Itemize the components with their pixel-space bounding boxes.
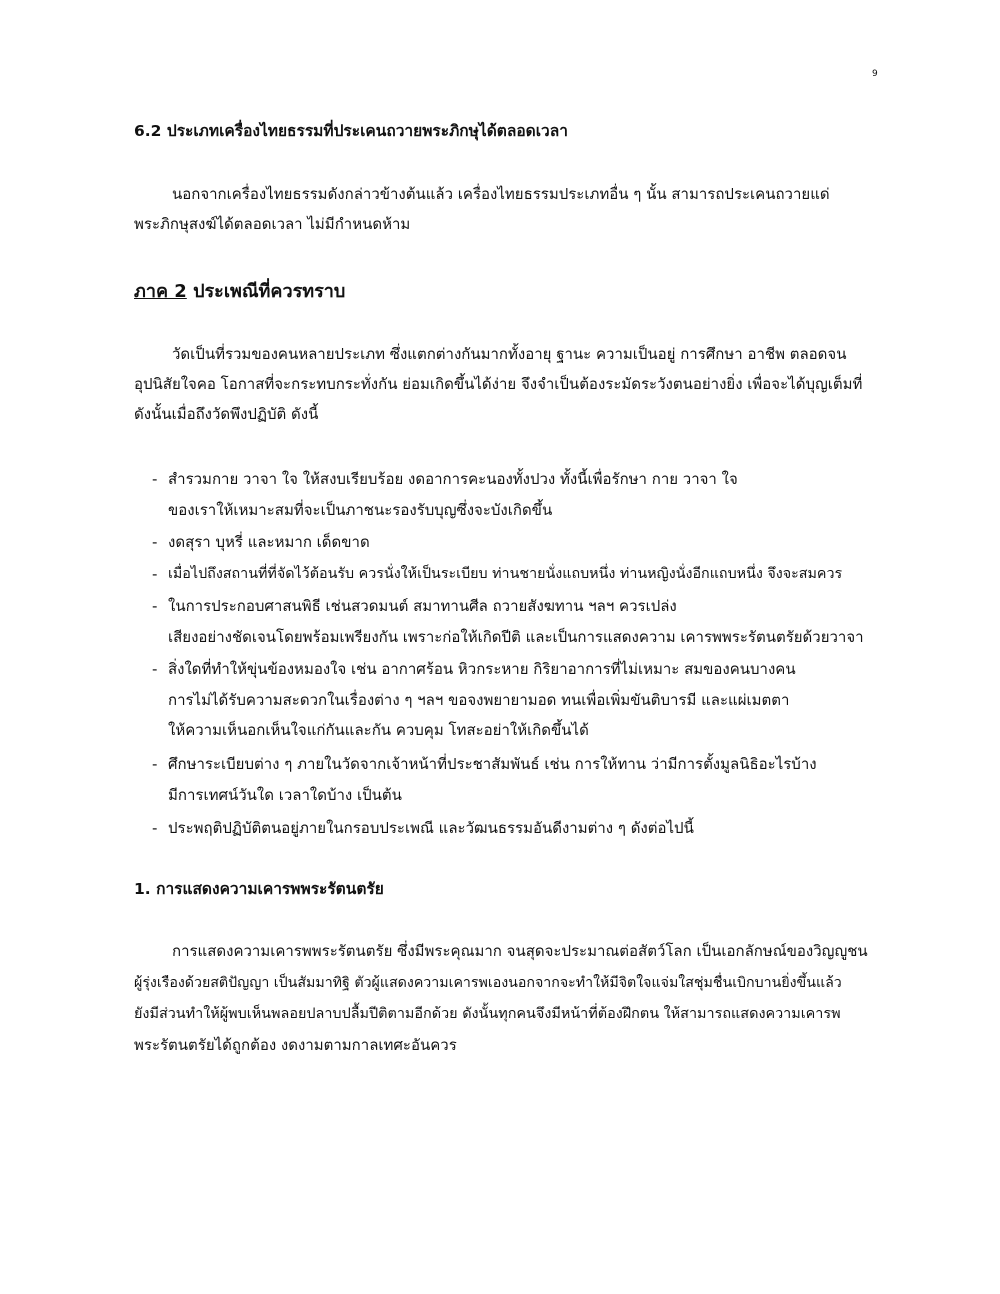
bullet-line: ประพฤติปฏิบัติตนอยู่ภายในกรอบประเพณี และวัฒนธรรมอันดีงามต่าง ๆ ดังต่อไปนี้ (168, 819, 694, 837)
bullet-dash: - (152, 755, 158, 773)
bullet-line: สำรวมกาย วาจา ใจ ให้สงบเรียบร้อย งดอาการคะนองทั้งปวง ทั้งนี้เพื่อรักษา กาย วาจา ใจ (168, 470, 738, 488)
section-6-2-heading: 6.2 ประเภทเครื่องไทยธรรมที่ประเคนถวายพระภิกษุได้ตลอดเวลา (134, 122, 568, 140)
bullet-dash: - (152, 819, 158, 837)
bullet-dash: - (152, 660, 158, 678)
part-2-title: ประเพณีที่ควรทราบ (186, 281, 346, 302)
bullet-dash: - (152, 565, 158, 583)
section-1-heading: 1. การแสดงความเคารพพระรัตนตรัย (134, 880, 384, 898)
bullet-line: มีการเทศน์วันใด เวลาใดบ้าง เป็นต้น (168, 786, 402, 804)
bullet-dash: - (152, 597, 158, 615)
bullet-line: ในการประกอบศาสนพิธี เช่นสวดมนต์ สมาทานศีล ถวายสังฆทาน ฯลฯ ควรเปล่ง (168, 597, 677, 615)
paragraph-line: ยังมีส่วนทำให้ผู้พบเห็นพลอยปลาบปลื้มปีติตามอีกด้วย ดังนั้นทุกคนจึงมีหน้าที่ต้องฝึกตน ให้สามารถแสดงความเคารพ (134, 1006, 841, 1022)
paragraph-line: พระรัตนตรัยได้ถูกต้อง งดงามตามกาลเทศะอันควร (134, 1036, 457, 1054)
paragraph-line: พระภิกษุสงฆ์ได้ตลอดเวลา ไม่มีกำหนดห้าม (134, 215, 411, 233)
bullet-line: เมื่อไปถึงสถานที่ที่จัดไว้ต้อนรับ ควรนั่งให้เป็นระเบียบ ท่านชายนั่งแถบหนึ่ง ท่านหญิงนั่งอีกแถบหนึ่ง จึงจะสมควร (168, 566, 843, 582)
paragraph-line: ผู้รุ่งเรืองด้วยสติปัญญา เป็นสัมมาทิฐิ ตัวผู้แสดงความเคารพเองนอกจากจะทำให้มีจิตใจแจ่มใสชุ่มชื่นเบิกบานยิ่งขึ้นแล้ว (134, 975, 842, 991)
bullet-line: ของเราให้เหมาะสมที่จะเป็นภาชนะรองรับบุญซึ่งจะบังเกิดขึ้น (168, 501, 553, 519)
paragraph-line: การแสดงความเคารพพระรัตนตรัย ซึ่งมีพระคุณมาก จนสุดจะประมาณต่อสัตว์โลก เป็นเอกลักษณ์ของวิญญูชน (172, 942, 868, 960)
bullet-line: การไม่ได้รับความสะดวกในเรื่องต่าง ๆ ฯลฯ ขอจงพยายามอด ทนเพื่อเพิ่มขันติบารมี และแผ่เมตตา (168, 691, 790, 709)
paragraph-line: วัดเป็นที่รวมของคนหลายประเภท ซึ่งแตกต่างกันมากทั้งอายุ ฐานะ ความเป็นอยู่ การศึกษา อาชีพ ตลอดจน (172, 345, 847, 363)
bullet-line: งดสุรา บุหรี่ และหมาก เด็ดขาด (168, 533, 370, 551)
bullet-line: ให้ความเห็นอกเห็นใจแก่กันและกัน ควบคุม โทสะอย่าให้เกิดขึ้นได้ (168, 721, 589, 739)
paragraph-line: นอกจากเครื่องไทยธรรมดังกล่าวข้างต้นแล้ว เครื่องไทยธรรมประเภทอื่น ๆ นั้น สามารถประเคนถวายแด่ (172, 185, 830, 203)
paragraph-line: ดังนั้นเมื่อถึงวัดพึงปฏิบัติ ดังนี้ (134, 405, 319, 423)
paragraph-line: อุปนิสัยใจคอ โอกาสที่จะกระทบกระทั่งกัน ย่อมเกิดขึ้นได้ง่าย จึงจำเป็นต้องระมัดระวังตนอย่างยิ่ง เพื่อจะได้บุญเต็มที่ (134, 375, 863, 393)
part-2-heading (134, 280, 345, 304)
bullet-line: เสียงอย่างชัดเจนโดยพร้อมเพรียงกัน เพราะก่อให้เกิดปีติ และเป็นการแสดงความ เคารพพระรัตนตรัยด้วยวาจา (168, 628, 864, 646)
page-number: 9 (872, 69, 878, 79)
bullet-dash: - (152, 470, 158, 488)
part-2-label: ภาค 2 (134, 281, 187, 302)
bullet-dash: - (152, 533, 158, 551)
bullet-line: ศึกษาระเบียบต่าง ๆ ภายในวัดจากเจ้าหน้าที่ประชาสัมพันธ์ เช่น การให้ทาน ว่ามีการตั้งมูลนิธิอะไรบ้าง (168, 755, 817, 773)
bullet-line: สิ่งใดที่ทำให้ขุ่นข้องหมองใจ เช่น อากาศร้อน หิวกระหาย กิริยาอาการที่ไม่เหมาะ สมของคนบางคน (168, 660, 796, 678)
